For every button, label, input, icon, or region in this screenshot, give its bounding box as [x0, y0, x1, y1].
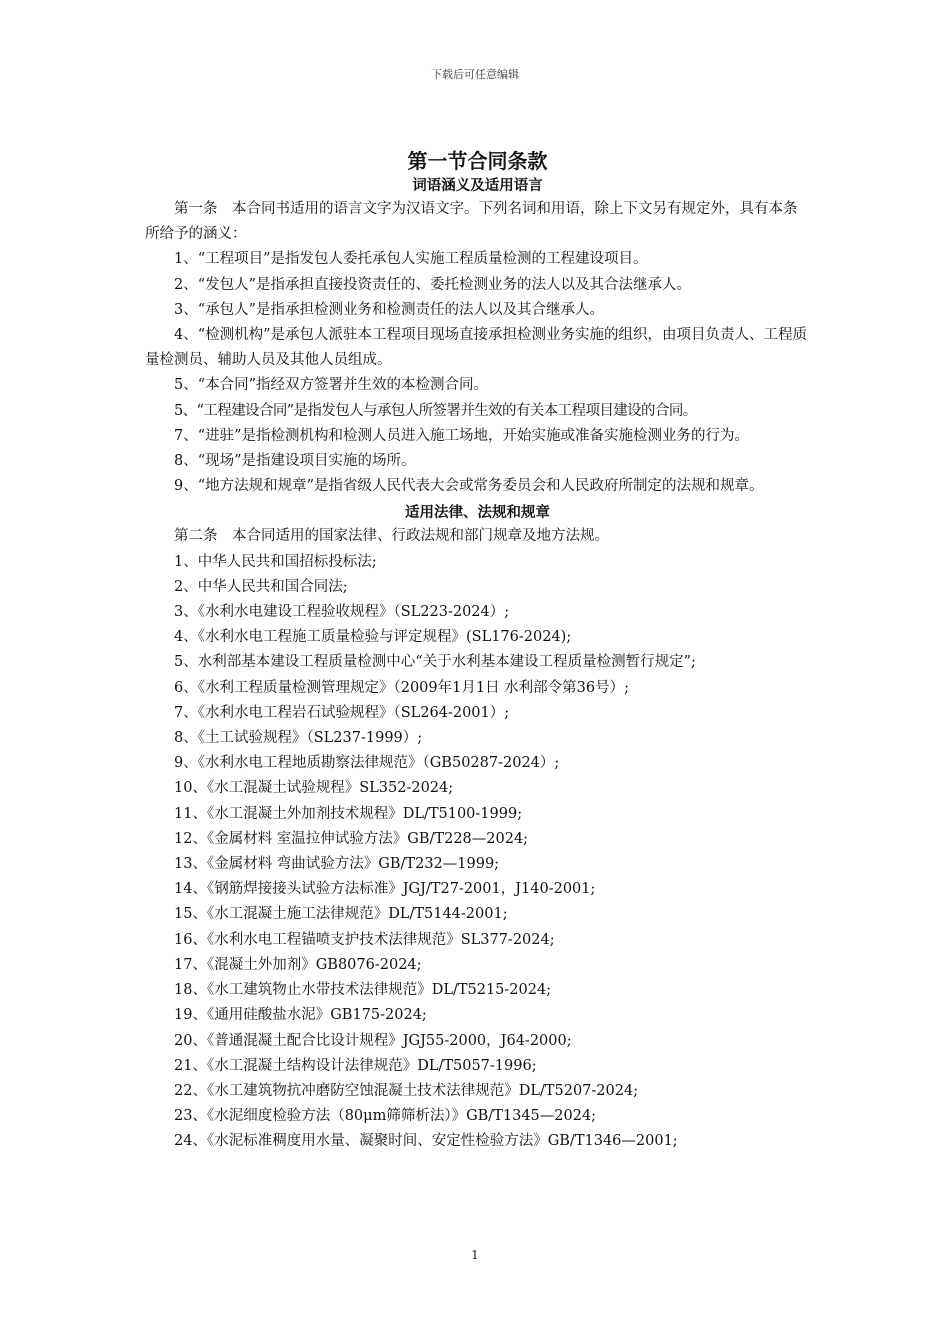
law-item: 9、《水利水电工程地质勘察法律规范》（GB50287-2024）;: [174, 755, 560, 772]
article-1-intro: 第一条 本合同书适用的语言文字为汉语文字。下列名词和用语，除上下文另有规定外，具有本条所给予的涵义：: [145, 201, 798, 243]
law-item: 11、《水工混凝土外加剂技术规程》DL/T5100-1999;: [174, 805, 523, 822]
law-item: 2、中华人民共和国合同法;: [174, 578, 348, 595]
page-header: 下载后可任意编辑: [431, 68, 519, 81]
definition-item: 5、“工程建设合同”是指发包人与承包人所签署并生效的有关本工程项目建设的合同。: [174, 402, 697, 419]
law-item: 1、中华人民共和国招标投标法;: [174, 553, 377, 570]
law-item: 6、《水利工程质量检测管理规定》（2009年1月1日 水利部令第36号）;: [174, 679, 630, 696]
law-item: 10、《水工混凝土试验规程》SL352-2024;: [174, 780, 454, 797]
law-item: 8、《土工试验规程》（SL237-1999）;: [174, 730, 423, 747]
law-item: 7、《水利水电工程岩石试验规程》（SL264-2001）;: [174, 704, 510, 721]
law-item: 4、《水利水电工程施工质量检验与评定规程》(SL176-2024);: [174, 629, 572, 646]
law-item: 16、《水利水电工程锚喷支护技术法律规范》SL377-2024;: [174, 931, 555, 948]
definition-item: 3、“承包人”是指承担检测业务和检测责任的法人以及其合继承人。: [174, 301, 605, 318]
definition-item: 2、“发包人”是指承担直接投资责任的、委托检测业务的法人以及其合法继承人。: [174, 276, 692, 293]
law-item: 15、《水工混凝土施工法律规范》DL/T5144-2001;: [174, 906, 508, 923]
definition-item: 4、“检测机构”是承包人派驻本工程项目现场直接承担检测业务实施的组织，由项目负责人、工程质量检测员、辅助人员及其他人员组成。: [145, 327, 808, 369]
law-item: 13、《金属材料 弯曲试验方法》GB/T232—1999;: [174, 856, 500, 873]
law-item: 12、《金属材料 室温拉伸试验方法》GB/T228—2024;: [174, 830, 529, 847]
definition-item: 8、“现场”是指建设项目实施的场所。: [174, 453, 416, 470]
law-item: 20、《普通混凝土配合比设计规程》JGJ55-2000，J64-2000;: [174, 1032, 572, 1049]
definition-item: 1、“工程项目”是指发包人委托承包人实施工程质量检测的工程建设项目。: [174, 251, 648, 268]
document-body: [145, 147, 810, 1155]
law-item: 14、《钢筋焊接接头试验方法标准》JGJ/T27-2001，J140-2001;: [174, 881, 596, 898]
law-item: 5、水利部基本建设工程质量检测中心“关于水利基本建设工程质量检测暂行规定”;: [174, 654, 696, 671]
page-number: 1: [471, 1248, 479, 1262]
law-item: 19、《通用硅酸盐水泥》GB175-2024;: [174, 1007, 427, 1024]
law-item: 18、《水工建筑物止水带技术法律规范》DL/T5215-2024;: [174, 982, 552, 999]
definition-item: 9、“地方法规和规章”是指省级人民代表大会或常务委员会和人民政府所制定的法规和规章。: [174, 478, 764, 495]
law-item: 3、《水利水电建设工程验收规程》（SL223-2024）;: [174, 604, 510, 621]
definition-item: 5、“本合同”指经双方签署并生效的本检测合同。: [174, 377, 489, 394]
law-item: 17、《混凝土外加剂》GB8076-2024;: [174, 956, 422, 973]
law-item: 22、《水工建筑物抗冲磨防空蚀混凝土技术法律规范》DL/T5207-2024;: [174, 1082, 639, 1099]
document-title: 第一节合同条款: [407, 149, 548, 173]
definition-item: 7、“进驻”是指检测机构和检测人员进入施工场地，开始实施或准备实施检测业务的行为。: [174, 427, 750, 444]
section-heading-definitions: 词语涵义及适用语言: [412, 178, 543, 194]
law-item: 24、《水泥标准稠度用水量、凝聚时间、安定性检验方法》GB/T1346—2001;: [174, 1133, 678, 1150]
law-item: 21、《水工混凝土结构设计法律规范》DL/T5057-1996;: [174, 1057, 537, 1074]
law-item: 23、《水泥细度检验方法（80μm筛筛析法）》GB/T1345—2024;: [174, 1108, 597, 1125]
article-2-intro: 第二条 本合同适用的国家法律、行政法规和部门规章及地方法规。: [174, 528, 609, 545]
section-heading-laws: 适用法律、法规和规章: [405, 505, 550, 522]
